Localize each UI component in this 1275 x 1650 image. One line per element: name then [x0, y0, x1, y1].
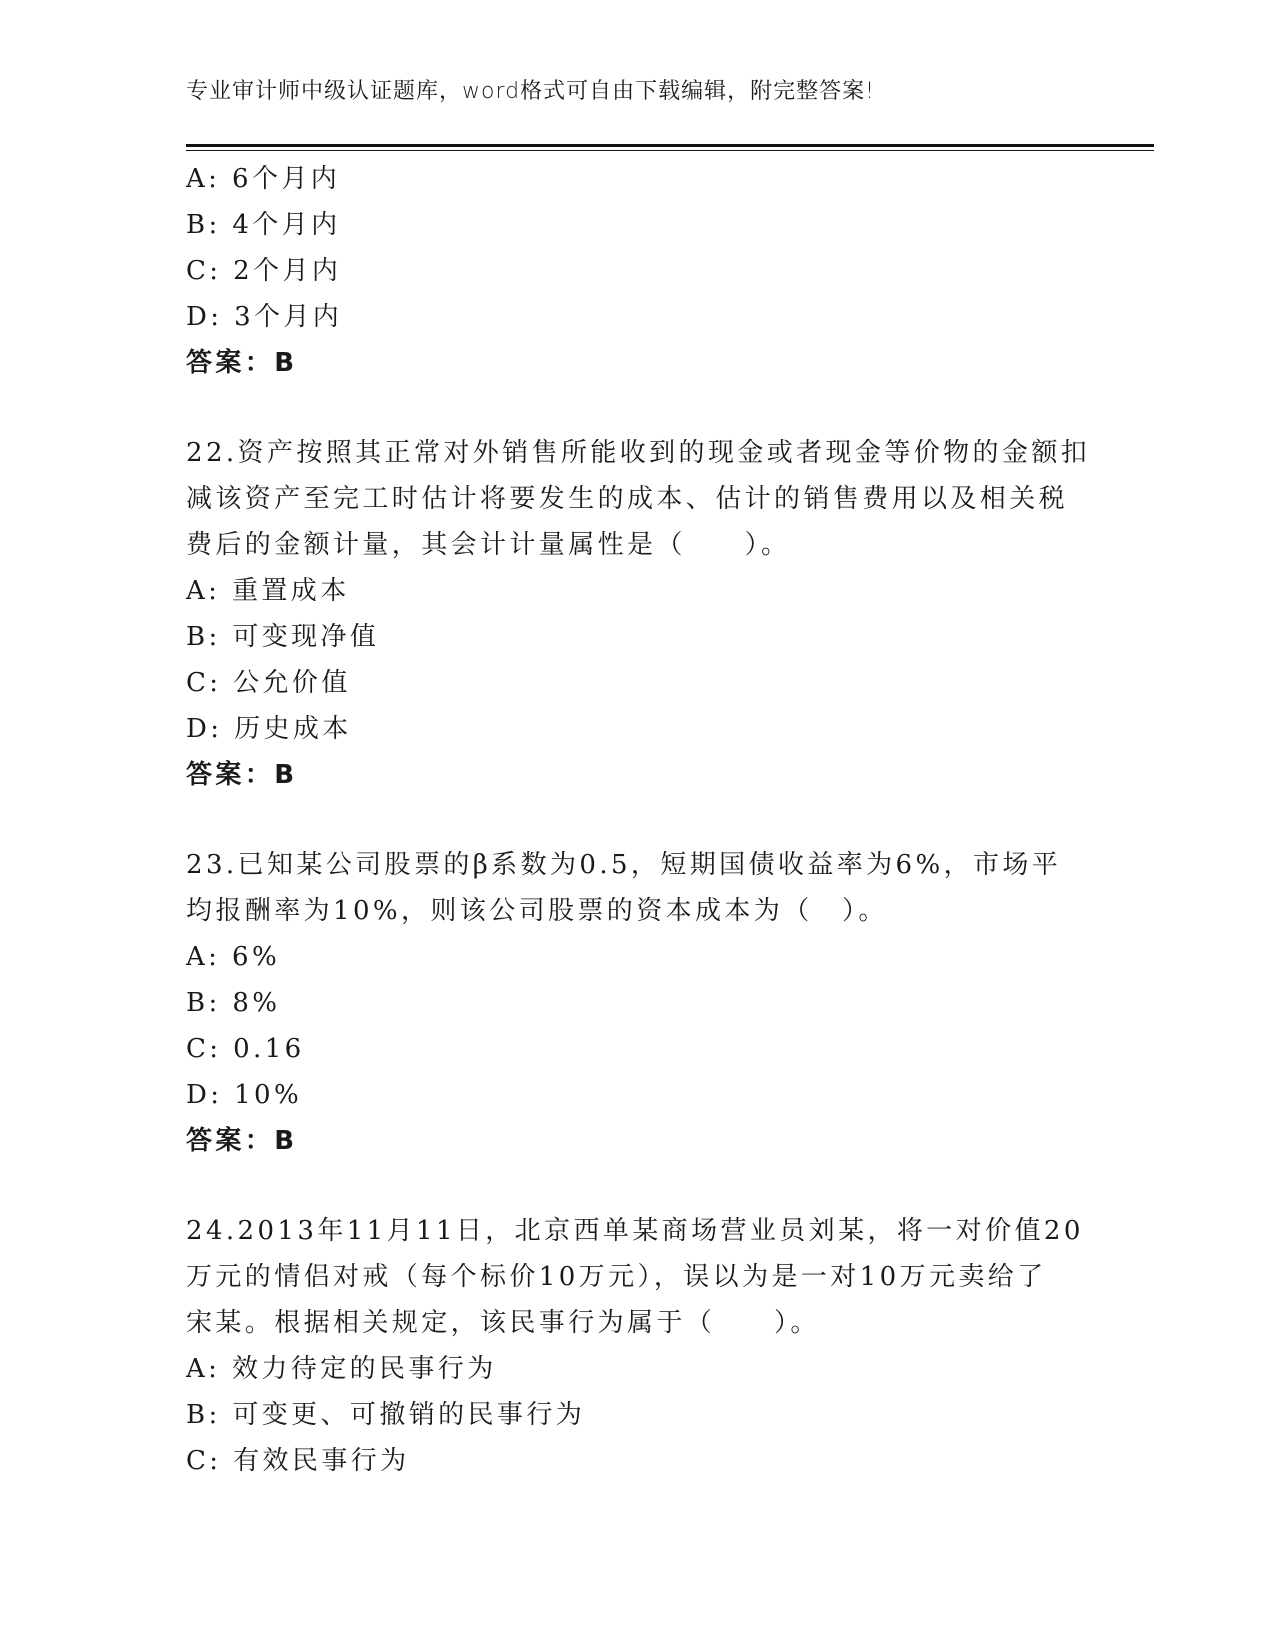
- option-c: C: 公允价值: [186, 668, 351, 698]
- question-text-line: 万元的情侣对戒（每个标价10万元），误以为是一对10万元卖给了: [186, 1262, 1047, 1292]
- option-d: D: 历史成本: [186, 714, 352, 744]
- question-21-continuation: [186, 156, 1086, 386]
- question-text-line: 减该资产至完工时估计将要发生的成本、估计的销售费用以及相关税: [186, 484, 1069, 514]
- answer: 答案：B: [186, 760, 298, 790]
- answer: 答案：B: [186, 348, 298, 378]
- option-b: B: 4个月内: [186, 210, 341, 240]
- answer: 答案：B: [186, 1126, 298, 1156]
- option-b: B: 可变现净值: [186, 622, 380, 652]
- question-23: [186, 842, 1086, 1164]
- option-c: C: 2个月内: [186, 256, 342, 286]
- option-a: A: 6个月内: [186, 164, 341, 194]
- option-a: A: 重置成本: [186, 576, 350, 606]
- question-content: [186, 156, 1091, 1484]
- option-b: B: 可变更、可撤销的民事行为: [186, 1400, 586, 1430]
- page-header: 专业审计师中级认证题库，word格式可自由下载编辑，附完整答案!: [186, 79, 875, 104]
- question-22: [186, 430, 1091, 798]
- option-d: D: 10%: [186, 1080, 303, 1110]
- option-a: A: 6%: [186, 942, 281, 972]
- option-c: C: 有效民事行为: [186, 1446, 410, 1476]
- option-b: B: 8%: [186, 988, 281, 1018]
- question-text-line: 均报酬率为10%，则该公司股票的资本成本为（ ）。: [186, 896, 888, 926]
- question-24: [186, 1208, 1086, 1484]
- question-text-line: 宋某。根据相关规定，该民事行为属于（ ）。: [186, 1308, 820, 1338]
- question-text-line: 22.资产按照其正常对外销售所能收到的现金或者现金等价物的金额扣: [186, 438, 1091, 468]
- question-text-line: 23.已知某公司股票的β系数为0.5，短期国债收益率为6%，市场平: [186, 850, 1062, 880]
- header-rule-thin: [186, 150, 1154, 151]
- question-text-line: 费后的金额计量，其会计计量属性是（ ）。: [186, 530, 791, 560]
- option-a: A: 效力待定的民事行为: [186, 1354, 497, 1384]
- header-rule-thick: [186, 144, 1154, 147]
- option-c: C: 0.16: [186, 1034, 305, 1064]
- question-text-line: 24.2013年11月11日，北京西单某商场营业员刘某，将一对价值20: [186, 1216, 1084, 1246]
- option-d: D: 3个月内: [186, 302, 343, 332]
